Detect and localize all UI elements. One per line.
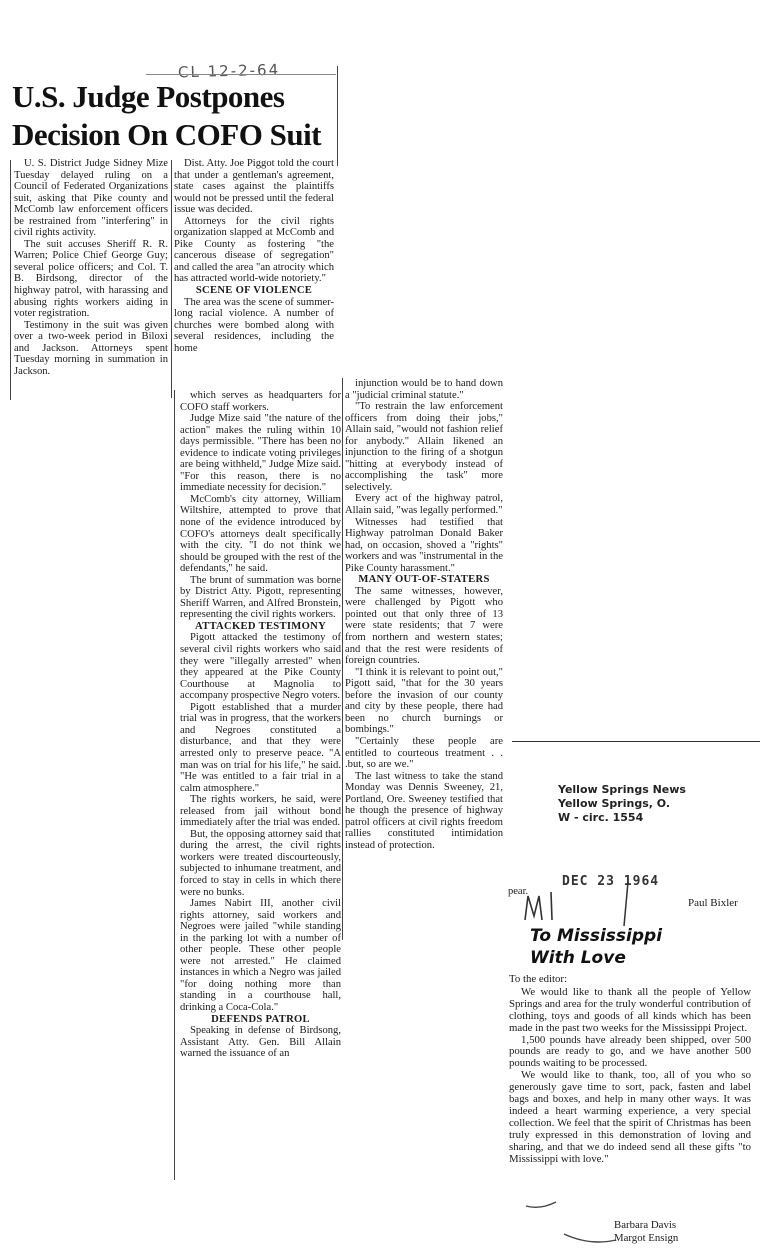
letter-body [509, 974, 751, 1166]
salutation: To the editor: [509, 973, 568, 985]
article-paragraph: Dist. Atty. Joe Piggot told the court that under a gentleman's agreement, state cases against the plaintiffs would not be pressed until the federal issue was decided. [174, 158, 334, 216]
subhead-defends-patrol: DEFENDS PATROL [211, 1013, 310, 1025]
source-location: Yellow Springs, O. [558, 797, 671, 810]
article-paragraph: Pigott established that a murder trial was in progress, that the workers and Negroes constituted a disturbance, and that they were arrested only to preserve peace. "A man was on trial for his life," he said. "He was entitled to a fair trial in a calm atmosphere." [180, 701, 341, 794]
letter-title [530, 925, 662, 969]
handwritten-underline [146, 74, 336, 75]
letter-paragraph: We would like to thank all the people of Yellow Springs and area for the truly wonderful contribution of clothing, toys and goods of all kinds which has been made in the past two weeks for the Mississippi Project. [509, 985, 751, 1034]
subhead-scene-of-violence: SCENE OF VIOLENCE [195, 285, 313, 297]
clipping-left-edge [10, 160, 11, 400]
handwritten-scribble [520, 1200, 620, 1250]
source-stamp [558, 783, 686, 825]
subhead-many-out-of-staters: MANY OUT-OF-STATERS [358, 574, 490, 586]
article-paragraph: Every act of the highway patrol, Allain said, "was legally performed." [345, 493, 503, 517]
letter-title-line-2: With Love [530, 948, 626, 968]
stray-word: pear. [508, 886, 529, 897]
headline-line-2: Decision On COFO Suit [12, 117, 322, 152]
source-circulation: W - circ. 1554 [558, 811, 644, 824]
article-paragraph: The area was the scene of summer-long racial violence. A number of churches were bombed along with several residences, including the home [174, 296, 334, 354]
article-paragraph: But, the opposing attorney said that during the arrest, the civil rights workers were treated discourteously, subjected to inhumane treatment, and forced to stay in cells in which there were no bunks. [180, 828, 341, 898]
handwritten-mark [520, 888, 560, 924]
author-name-top: Paul Bixler [688, 897, 738, 909]
article-paragraph: injunction would be to hand down a "judicial criminal statute." [345, 378, 503, 401]
letter-title-line-1: To Mississippi [530, 926, 663, 946]
article-paragraph: The suit accuses Sheriff R. R. Warren; Police Chief George Guy; several police officers; and Col. T. B. Birdsong, director of the highway patrol, with harassing and abusing rights workers aiding in voter registration. [14, 238, 168, 320]
column-divider-3 [342, 378, 343, 940]
handwritten-date-note: CL 12-2-64 [177, 60, 281, 82]
column-divider-2 [174, 390, 175, 1180]
article-column-2-top [174, 158, 334, 390]
article-column-1 [14, 158, 168, 408]
column-divider [171, 160, 172, 398]
signature-1: Barbara Davis [614, 1219, 677, 1231]
article-paragraph: Judge Mize said "the nature of the action" makes the ruling within 10 days permissible. "There has been no evidence to indicate voting privileges are being withheld," Judge Mize said. "For this reason, there is no immediate necessity for decision." [180, 413, 341, 494]
article-paragraph: Speaking in defense of Birdsong, Assistant Atty. Gen. Bill Allain warned the issuance of an [180, 1025, 341, 1060]
article-column-3 [345, 378, 503, 944]
article-paragraph: U. S. District Judge Sidney Mize Tuesday delayed ruling on a Council of Federated Organizations suit, asking that Pike county and McComb law enforcement officers be restrained from "interfering" in civil rights activity. [14, 158, 168, 239]
letter-top-rule [512, 741, 760, 742]
subhead-attacked-testimony: ATTACKED TESTIMONY [194, 620, 327, 632]
handwritten-stroke [616, 880, 636, 930]
article-paragraph: "I think it is relevant to point out," Pigott said, "that for the 30 years before the invasion of our county and city by these people, there had been no church burnings or bombings." [345, 666, 503, 736]
article-paragraph: "Certainly these people are entitled to courteous treatment . . .but, so are we." [345, 735, 503, 771]
article-paragraph: The same witnesses, however, were challenged by Pigott who pointed out that only three of 13 were state residents; that 7 were from northern and western states; and that the rest were residents of foreign countries. [345, 585, 503, 667]
article-paragraph: The rights workers, he said, were released from jail without bond immediately after the trial was ended. [180, 794, 341, 829]
letter-paragraph: We would like to thank, too, all of you who so generously gave time to sort, pack, fasten and label bags and boxes, and help in many other ways. It was indeed a heart warming experience, a very special collection. We feel that the spirit of Christmas has been truly expressed in this demonstration of loving and sharing, and that we do indeed send all these gifts "to Mississippi with love." [509, 1069, 751, 1165]
signatures [614, 1219, 678, 1244]
headline [12, 78, 342, 154]
date-stamp: DEC 23 1964 [562, 874, 660, 889]
clipping-right-edge [337, 66, 338, 166]
headline-line-1: U.S. Judge Postpones [12, 79, 285, 114]
article-paragraph: James Nabirt III, another civil rights attorney, said workers and Negroes were jailed "while standing in the parking lot with a number of other people. These other people were not arrested." He claimed instances in which a Negro was jailed "for doing nothing more than standing in a courthouse hall, drinking a Coca-Cola." [180, 898, 341, 1013]
article-paragraph: which serves as headquarters for COFO staff workers. [180, 390, 341, 413]
article-column-2-bottom [180, 390, 341, 1180]
article-paragraph: Testimony in the suit was given over a two-week period in Biloxi and Jackson. Attorneys spent Tuesday morning in summation in Jackson. [14, 319, 168, 377]
letter-paragraph: 1,500 pounds have already been shipped, over 500 pounds are ready to go, and we have another 500 pounds waiting to be processed. [509, 1033, 751, 1070]
article-paragraph: The last witness to take the stand Monday was Dennis Sweeney, 21, Portland, Ore. Sweeney testified that he though the presence of highway patrol officers at civil rights freedom rallies constituted intimidation instead of protection. [345, 770, 503, 851]
article-paragraph: McComb's city attorney, William Wiltshire, attempted to prove that none of the evidence introduced by COFO's attorneys dealt specifically with the city. "I do not think we should be grouped with the rest of the defendants," he said. [180, 493, 341, 575]
source-newspaper: Yellow Springs News [558, 783, 686, 796]
article-paragraph: The brunt of summation was borne by District Atty. Pigott, representing Sheriff Warren, and Alfred Bronstein, representing the civil rights workers. [180, 574, 341, 621]
signature-2: Margot Ensign [614, 1231, 679, 1244]
article-paragraph: "To restrain the law enforcement officers from doing their jobs," Allain said, "would not fashion relief for anybody." Allain likened an injunction to the firing of a shotgun "hitting at everybody instead of accomplishing the task" more selectively. [345, 401, 503, 493]
article-paragraph: Pigott attacked the testimony of several civil rights workers who said they were "illegally arrested" when they appeared at the Pike County Courthouse at Magnolia to accompany prospective Negro voters. [180, 632, 341, 702]
article-paragraph: Attorneys for the civil rights organization slapped at McComb and Pike County as fostering "the cancerous disease of segregation" and called the area "an atrocity which has attracted world-wide notoriety." [174, 215, 334, 285]
article-paragraph: Witnesses had testified that Highway patrolman Donald Baker had, on occasion, shoved a "rights" workers and was "instrumental in the Pike County harassment." [345, 516, 503, 574]
